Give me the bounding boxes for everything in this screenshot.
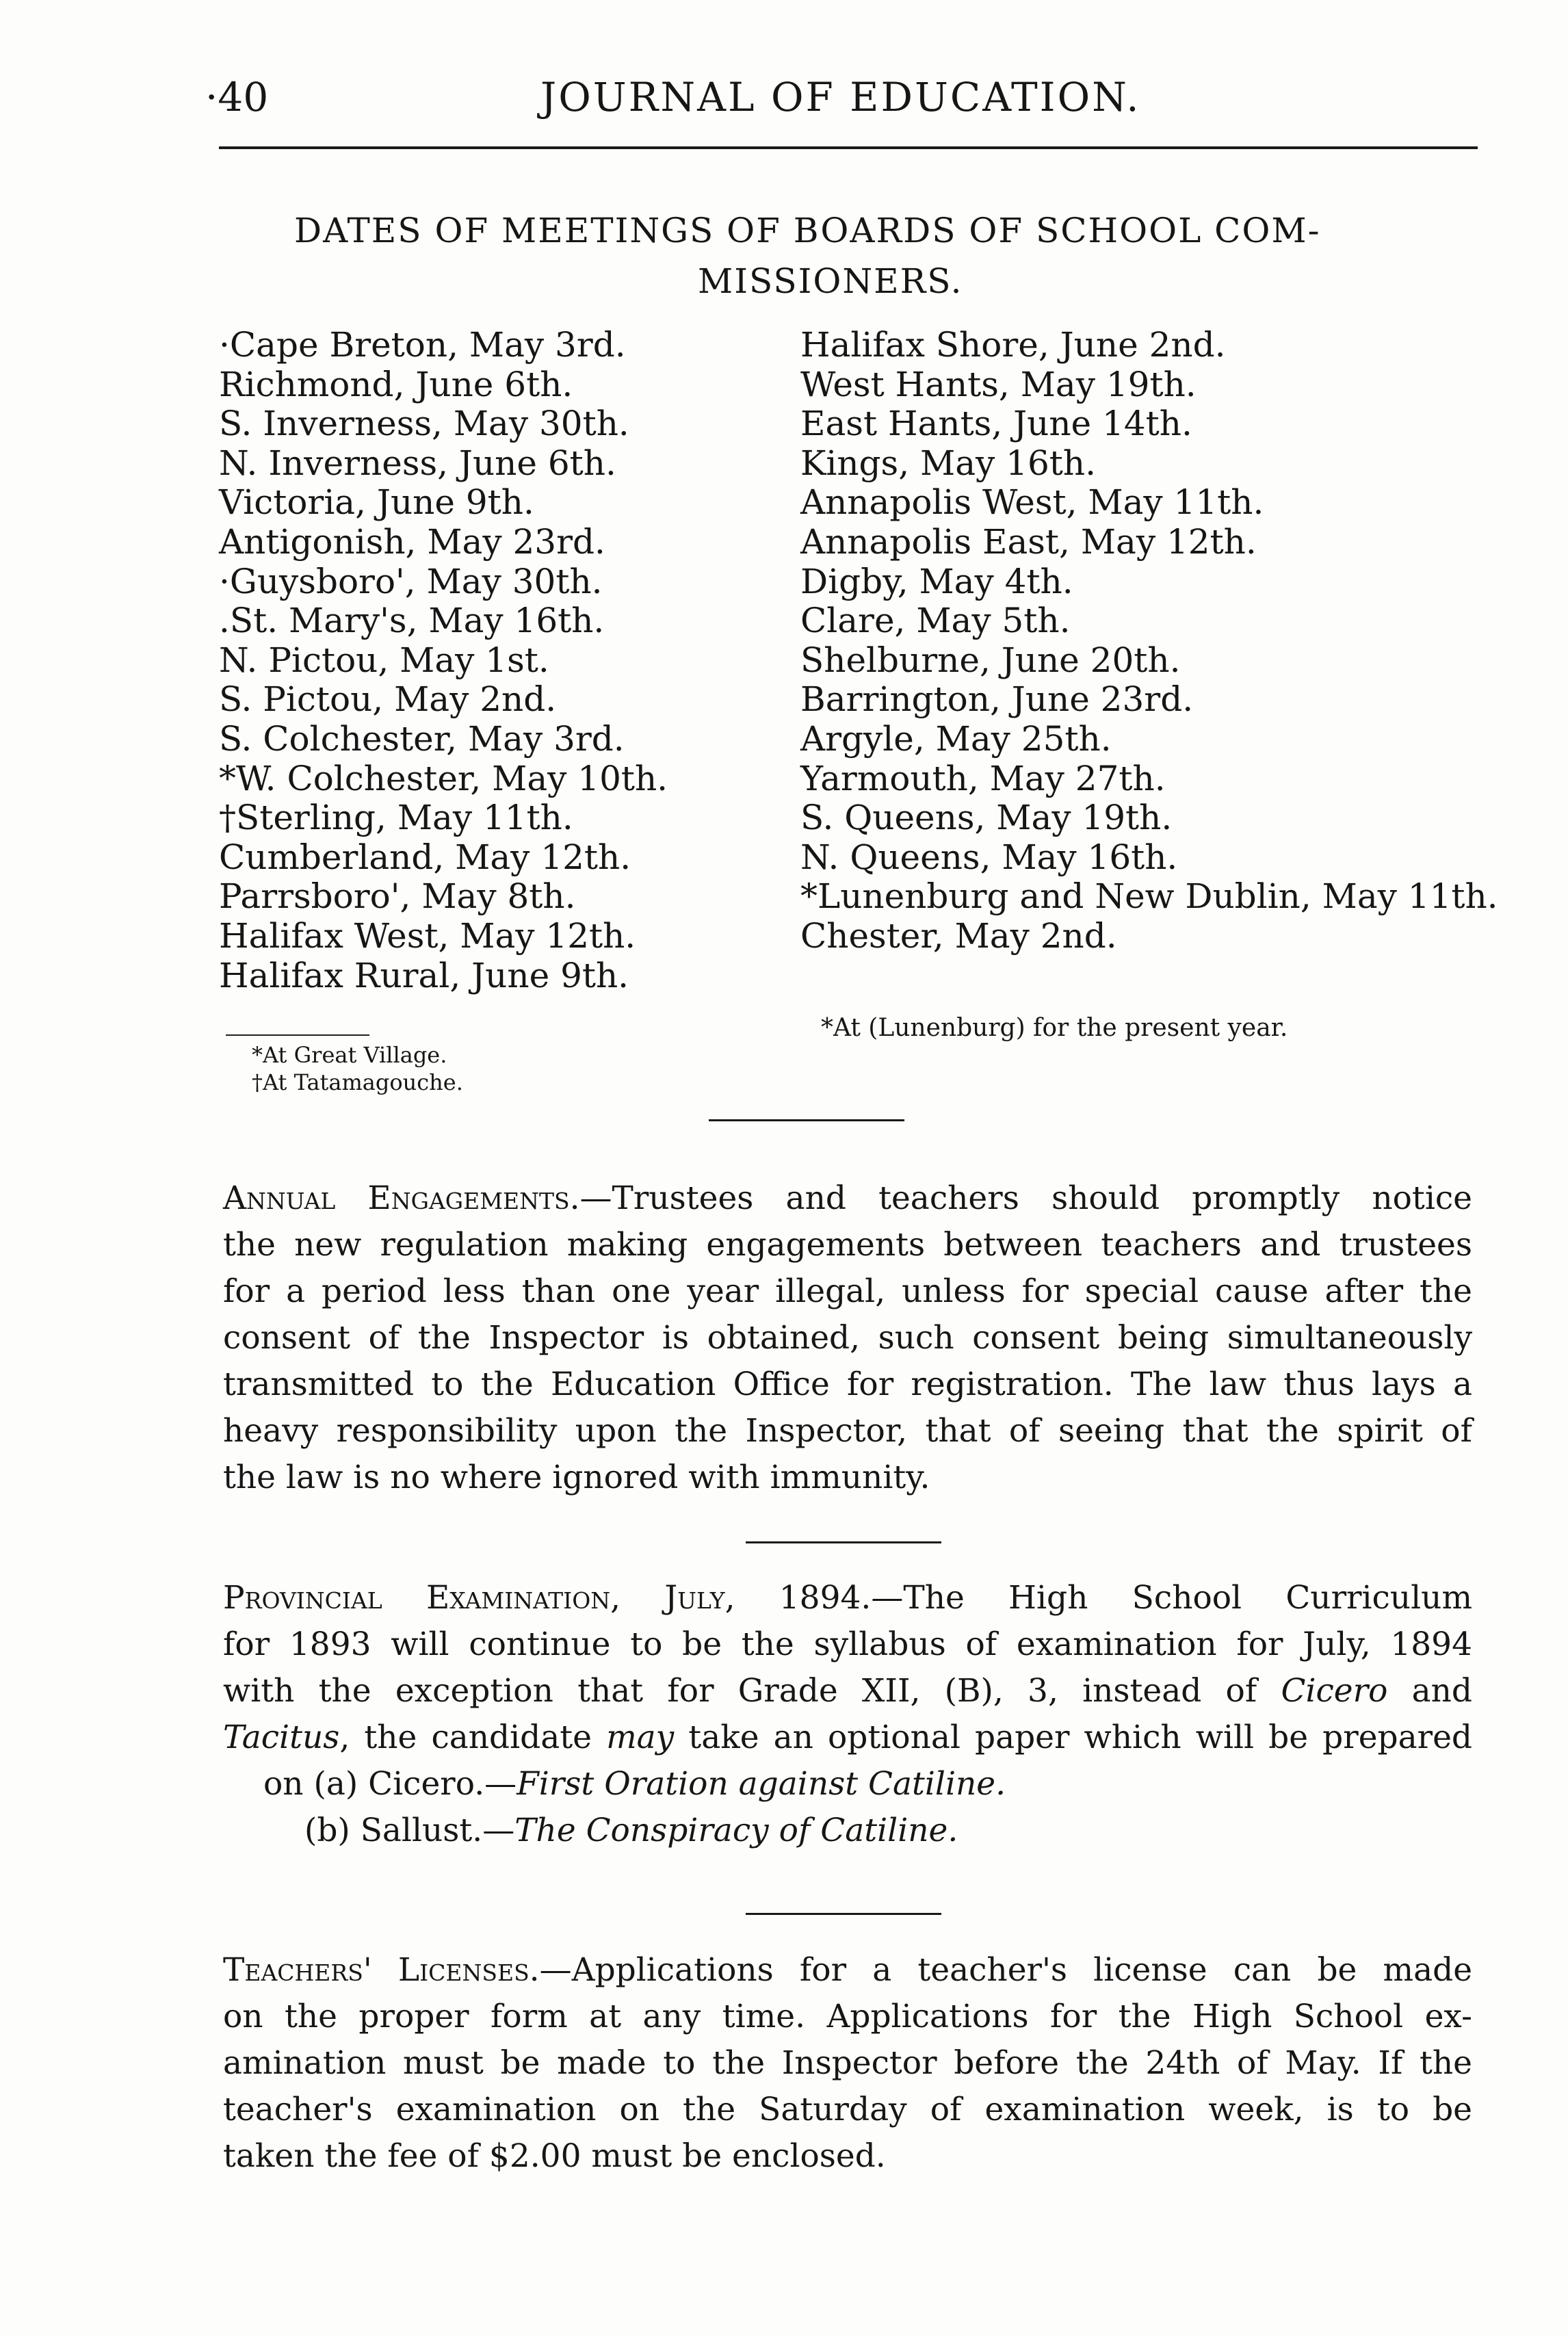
section-title: DATES OF MEETINGS OF BOARDS OF SCHOOL COM-	[294, 211, 1321, 250]
list-item: Shelburne, June 20th.	[800, 640, 1181, 680]
paragraph-line: for 1893 will continue to be the syllabus of examination for July, 1894	[223, 1626, 1472, 1663]
list-item: Halifax West, May 12th.	[219, 915, 636, 956]
list-item: S. Pictou, May 2nd.	[219, 679, 557, 720]
text-run: with the exception that for Grade XII, (B), 3, instead of	[223, 1672, 1281, 1710]
list-item: ·Guysboro', May 30th.	[219, 561, 603, 601]
list-item: Halifax Shore, June 2nd.	[800, 325, 1226, 365]
text-italic: Tacitus	[223, 1719, 340, 1756]
provincial-examination-paragraph	[223, 1575, 1472, 1761]
list-item: Annapolis West, May 11th.	[800, 482, 1264, 523]
paragraph-line: consent of the Inspector is obtained, such consent being simultaneously	[223, 1319, 1472, 1357]
paragraph-line: heavy responsibility upon the Inspector, that of seeing that the spirit of	[223, 1412, 1472, 1450]
section-divider	[709, 1119, 904, 1121]
paragraph-line: on the proper form at any time. Applications for the High School ex-	[223, 1998, 1472, 2035]
list-item: Yarmouth, May 27th.	[800, 758, 1166, 798]
list-item: Argyle, May 25th.	[800, 718, 1112, 759]
paragraph-line: —Applications for a teacher's license can be made	[539, 1951, 1473, 1989]
list-item: Barrington, June 23rd.	[800, 679, 1194, 720]
list-item: ·Cape Breton, May 3rd.	[219, 325, 626, 365]
list-item: †Sterling, May 11th.	[219, 798, 573, 838]
option-b-label: (b) Sallust.—	[304, 1812, 515, 1849]
paragraph-line: amination must be made to the Inspector before the 24th of May. If the	[223, 2044, 1472, 2082]
option-a	[263, 1761, 1006, 1808]
list-item: N. Inverness, June 6th.	[219, 443, 616, 483]
meetings-right-column	[800, 326, 1498, 956]
paragraph-line	[223, 1714, 1472, 1761]
list-item: Richmond, June 6th.	[219, 364, 573, 404]
text-run: and	[1387, 1672, 1472, 1710]
list-item: Victoria, June 9th.	[219, 482, 534, 523]
paragraph-line: transmitted to the Education Office for registration. The law thus lays a	[223, 1366, 1472, 1403]
paragraph-line: teacher's examination on the Saturday of examination week, is to be	[223, 2091, 1472, 2128]
list-item: .St. Mary's, May 16th.	[219, 601, 605, 641]
list-item: Annapolis East, May 12th.	[800, 521, 1257, 562]
list-item: Digby, May 4th.	[800, 561, 1073, 601]
option-b-title: The Conspiracy of Catiline.	[514, 1812, 958, 1849]
paragraph-line: the law is no where ignored with immunity.	[223, 1459, 930, 1496]
list-item: N. Pictou, May 1st.	[219, 640, 549, 680]
list-item: Antigonish, May 23rd.	[219, 521, 605, 562]
list-item: S. Inverness, May 30th.	[219, 404, 629, 444]
section-divider	[746, 1913, 941, 1915]
option-b	[304, 1808, 958, 1854]
list-item: Clare, May 5th.	[800, 601, 1071, 641]
text-run: , the candidate	[339, 1719, 607, 1756]
paragraph-line: for a period less than one year illegal, unless for special cause after the	[223, 1273, 1472, 1310]
list-item: S. Colchester, May 3rd.	[219, 718, 625, 759]
list-item: West Hants, May 19th.	[800, 364, 1197, 404]
footnote-rule	[226, 1034, 369, 1036]
teachers-licenses-paragraph	[223, 1947, 1472, 2180]
footnote-lunenburg: *At (Lunenburg) for the present year.	[821, 1014, 1288, 1042]
option-a-title: First Oration against Catiline.	[517, 1765, 1006, 1803]
list-item: *Lunenburg and New Dublin, May 11th.	[800, 876, 1498, 917]
teachers-licenses-heading: Teachers' Licenses.	[223, 1951, 540, 1989]
annual-engagements-heading: Annual Engagements.	[223, 1179, 580, 1217]
text-italic: may	[606, 1719, 675, 1756]
list-item: East Hants, June 14th.	[800, 404, 1192, 444]
footnote-tatamagouche: †At Tatamagouche.	[252, 1069, 463, 1095]
list-item: *W. Colchester, May 10th.	[219, 758, 668, 798]
paragraph-line: taken the fee of $2.00 must be enclosed.	[223, 2137, 886, 2175]
paragraph-line: the new regulation making engagements between teachers and trustees	[223, 1226, 1472, 1264]
paragraph-line: —The High School Curriculum	[871, 1579, 1473, 1617]
list-item: Kings, May 16th.	[800, 443, 1096, 483]
list-item: Chester, May 2nd.	[800, 915, 1117, 956]
page-number: ·40	[205, 74, 269, 120]
header-rule	[219, 146, 1478, 149]
list-item: N. Queens, May 16th.	[800, 837, 1178, 877]
running-title: JOURNAL OF EDUCATION.	[540, 74, 1141, 120]
section-title-continuation: MISSIONERS.	[698, 261, 963, 301]
list-item: Cumberland, May 12th.	[219, 837, 631, 877]
section-divider	[746, 1541, 941, 1543]
text-run: take an optional paper which will be prepared	[674, 1719, 1472, 1756]
list-item: Parrsboro', May 8th.	[219, 876, 576, 917]
list-item: Halifax Rural, June 9th.	[219, 955, 629, 995]
paragraph-line: —Trustees and teachers should promptly notice	[579, 1179, 1472, 1217]
meetings-left-column	[219, 326, 668, 995]
provincial-examination-heading: Provincial Examination, July, 1894.	[223, 1579, 872, 1617]
option-a-label: on (a) Cicero.—	[263, 1765, 517, 1803]
annual-engagements-paragraph	[223, 1175, 1472, 1501]
left-footnotes	[252, 1041, 463, 1096]
text-italic: Cicero	[1281, 1672, 1388, 1710]
footnote-great-village: *At Great Village.	[252, 1042, 447, 1068]
paragraph-line	[223, 1668, 1472, 1714]
list-item: S. Queens, May 19th.	[800, 798, 1173, 838]
